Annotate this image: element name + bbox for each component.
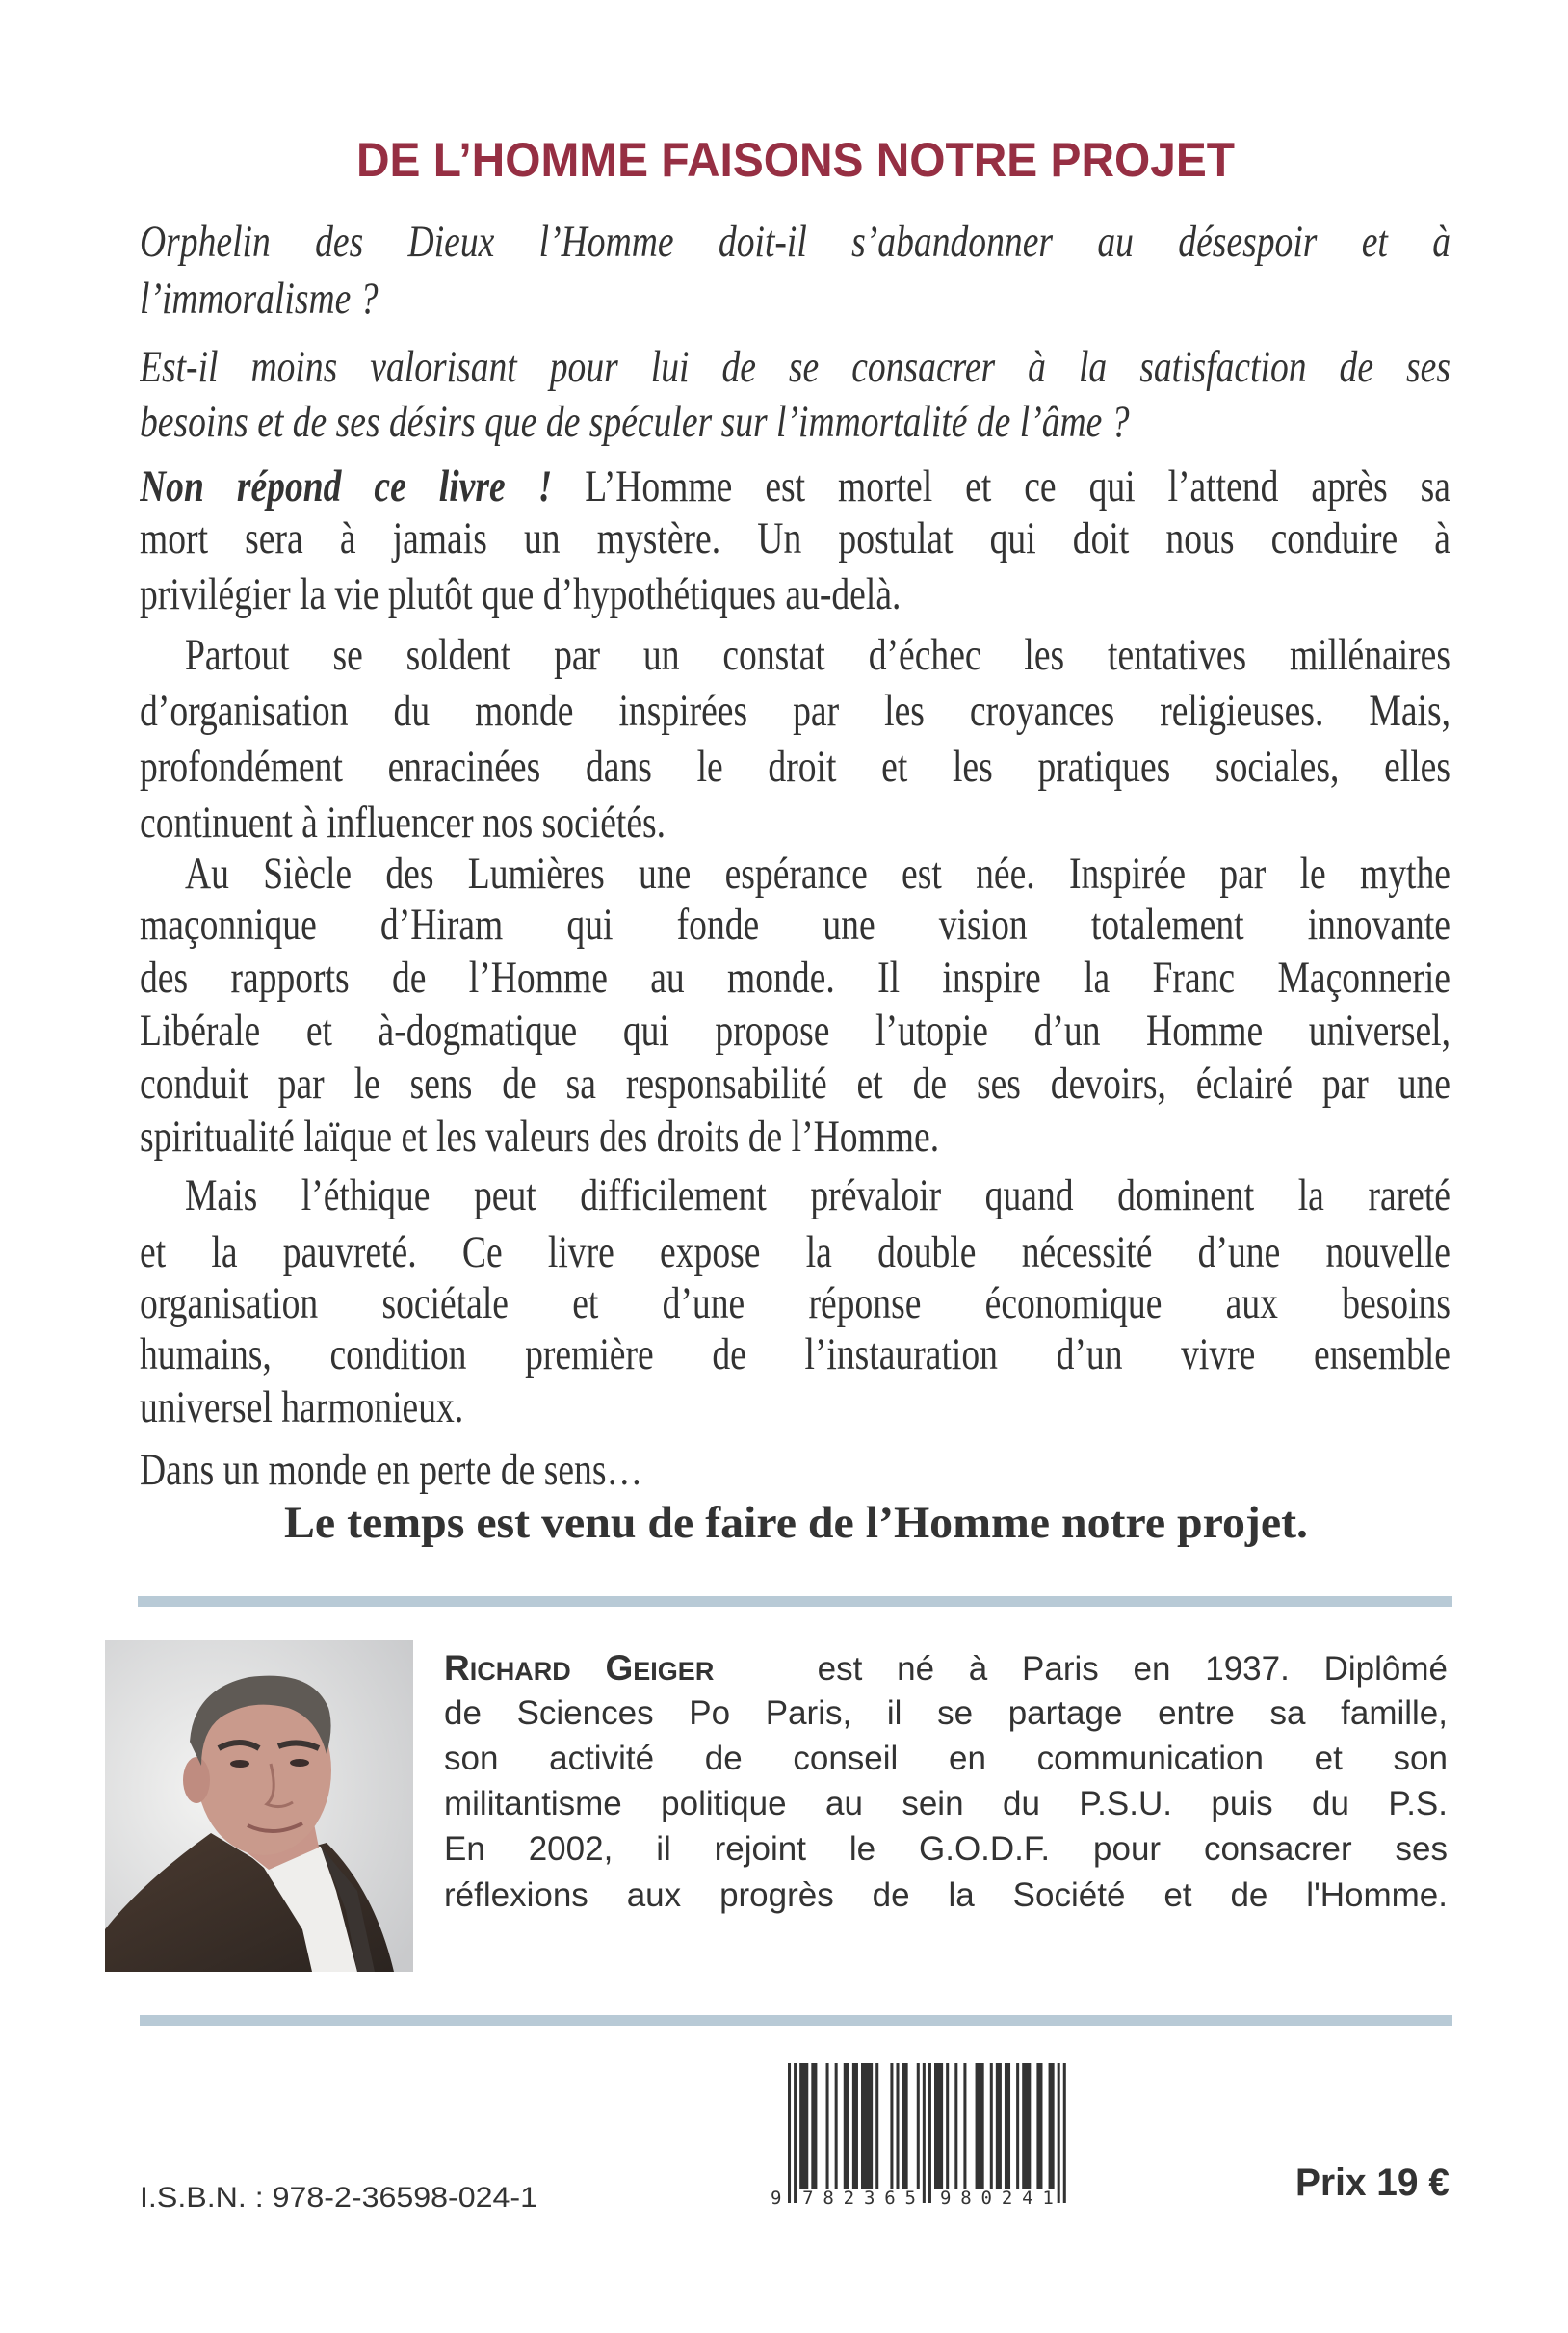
barcode-bar xyxy=(896,2063,899,2189)
barcode-guard-bar xyxy=(1058,2063,1060,2203)
isbn-text: I.S.B.N. : 978-2-36598-024-1 xyxy=(140,2182,537,2214)
question-2-line-2 xyxy=(140,393,1450,451)
text-line: profondément enracinées dans le droit et les pratiques sociales, elles xyxy=(140,742,1450,792)
author-bio-line-1 xyxy=(444,1645,1448,1691)
author-bio-line-3 xyxy=(444,1736,1448,1782)
answer-line-2 xyxy=(140,510,1450,567)
barcode-digit: 3 xyxy=(863,2188,875,2209)
author-surname-rest: EIGER xyxy=(633,1657,715,1686)
barcode-bar xyxy=(934,2063,943,2189)
barcode-digit: 9 xyxy=(771,2188,782,2209)
barcode-bar xyxy=(946,2063,949,2189)
barcode-guard-bar xyxy=(794,2063,797,2203)
answer-line-3 xyxy=(140,565,1450,623)
barcode-bar xyxy=(1022,2063,1031,2189)
author-bio-line-6 xyxy=(444,1873,1448,1919)
barcode-bar xyxy=(826,2063,829,2189)
text-line: humains, condition première de l’instauration d’un vivre ensemble xyxy=(140,1329,1450,1379)
price-text: Prix 19 € xyxy=(1295,2162,1450,2204)
barcode-bar xyxy=(811,2063,817,2189)
barcode-digit: 5 xyxy=(904,2188,916,2209)
paragraph-3-line-1 xyxy=(185,1166,1450,1224)
text-line: d’organisation du monde inspirées par les croyances religieuses. Mais, xyxy=(140,686,1450,736)
text-line: Partout se soldent par un constat d’échec les tentatives millénaires xyxy=(185,630,1450,680)
barcode-bar xyxy=(917,2063,920,2189)
paragraph-2-line-5 xyxy=(140,1055,1450,1113)
barcode-bar xyxy=(954,2063,957,2189)
barcode-bar xyxy=(835,2063,838,2189)
barcode-digit: 4 xyxy=(1022,2188,1033,2209)
text-line: réflexions aux progrès de la Société et de l'Homme. xyxy=(444,1876,1448,1914)
barcode-digit: 0 xyxy=(980,2188,993,2209)
text-line: militantisme politique au sein du P.S.U. puis du P.S. xyxy=(444,1785,1448,1822)
barcode-bar xyxy=(963,2063,966,2189)
question-1-line-1 xyxy=(140,213,1450,271)
barcode-bar xyxy=(875,2063,878,2189)
text-line: continuent à influencer nos sociétés. xyxy=(140,798,666,848)
barcode-digit: 7 xyxy=(802,2188,814,2209)
paragraph-3-line-4 xyxy=(140,1325,1450,1383)
barcode-bar xyxy=(1016,2063,1019,2189)
text-line: organisation sociétale et d’une réponse économique aux besoins xyxy=(140,1278,1450,1328)
barcode-digit: 8 xyxy=(823,2188,834,2209)
text-line: spiritualité laïque et les valeurs des droits de l’Homme. xyxy=(140,1112,940,1162)
author-photo xyxy=(105,1640,413,1972)
barcode-guard-bar xyxy=(788,2063,791,2203)
isbn-barcode xyxy=(761,2058,1079,2212)
barcode-guard-bar xyxy=(928,2063,931,2203)
barcode-bar xyxy=(996,2063,1002,2189)
book-title-text: DE L’HOMME FAISONS NOTRE PROJET xyxy=(356,133,1235,187)
paragraph-1-line-2 xyxy=(140,682,1450,740)
divider-bottom xyxy=(140,2015,1452,2026)
book-title xyxy=(356,133,1235,187)
answer-line-1 xyxy=(140,458,1450,515)
paragraph-2-line-1 xyxy=(185,845,1450,903)
paragraph-2-line-3 xyxy=(140,949,1450,1007)
barcode-digit: 9 xyxy=(940,2188,952,2209)
bio-text: est né à Paris en 1937. Diplômé xyxy=(817,1650,1448,1688)
barcode-bar xyxy=(1036,2063,1042,2189)
text-line: conduit par le sens de sa responsabilité et de ses devoirs, éclairé par une xyxy=(140,1059,1450,1109)
portrait-image xyxy=(105,1640,413,1972)
paragraph-3-line-3 xyxy=(140,1274,1450,1332)
text-line: Au Siècle des Lumières une espérance est née. Inspirée par le mythe xyxy=(185,849,1450,899)
answer-lead: Non répond ce livre ! xyxy=(140,461,553,511)
price xyxy=(1295,2158,1454,2208)
text-line: maçonnique d’Hiram qui fonde une vision totalement innovante xyxy=(140,900,1450,950)
author-name-rest: ICHARD xyxy=(469,1657,571,1686)
text-line: mort sera à jamais un mystère. Un postulat qui doit nous conduire à xyxy=(140,513,1450,564)
barcode-bar xyxy=(990,2063,993,2189)
barcode-digit: 2 xyxy=(1001,2188,1013,2209)
divider-top xyxy=(138,1596,1452,1607)
isbn xyxy=(140,2179,537,2217)
text-line: Le temps est venu de faire de l’Homme notre projet. xyxy=(284,1498,1308,1548)
barcode-digit: 2 xyxy=(843,2188,855,2209)
question-1-line-2 xyxy=(140,270,1450,328)
answer-rest: L’Homme est mortel et ce qui l’attend après sa xyxy=(552,461,1450,511)
barcode-bar xyxy=(902,2063,908,2189)
text-line: Est-il moins valorisant pour lui de se consacrer à la satisfaction de ses xyxy=(140,342,1450,392)
barcode-bar xyxy=(861,2063,873,2189)
text-line: privilégier la vie plutôt que d’hypothétiques au-delà. xyxy=(140,569,902,619)
text-line: son activité de conseil en communication et son xyxy=(444,1740,1448,1777)
author-bio-line-4 xyxy=(444,1781,1448,1827)
paragraph-1-line-3 xyxy=(140,738,1450,796)
barcode-bar xyxy=(852,2063,858,2189)
paragraph-1-line-4 xyxy=(140,794,1450,852)
question-2-line-1 xyxy=(140,338,1450,396)
tagline xyxy=(284,1494,1308,1552)
barcode-bar xyxy=(890,2063,893,2189)
text-line: Orphelin des Dieux l’Homme doit-il s’abandonner au désespoir et à xyxy=(140,217,1450,267)
text-line: Dans un monde en perte de sens… xyxy=(140,1445,643,1495)
author-name xyxy=(444,1650,714,1688)
text-line xyxy=(444,1645,1448,1691)
barcode-guard-bar xyxy=(1063,2063,1066,2203)
text-line: des rapports de l’Homme au monde. Il inspire la Franc Maçonnerie xyxy=(140,953,1450,1003)
barcode-digit: 6 xyxy=(884,2188,896,2209)
barcode-bar xyxy=(1049,2063,1055,2189)
text-line: de Sciences Po Paris, il se partage entre sa famille, xyxy=(444,1694,1448,1732)
paragraph-1-line-1 xyxy=(185,626,1450,684)
author-surname-initial: G xyxy=(605,1648,634,1688)
text-line: Mais l’éthique peut difficilement prévaloir quand dominent la rareté xyxy=(185,1170,1450,1220)
text-line: et la pauvreté. Ce livre expose la double nécessité d’une nouvelle xyxy=(140,1227,1450,1277)
barcode-bar xyxy=(799,2063,808,2189)
paragraph-2-line-6 xyxy=(140,1108,1450,1166)
text-line: universel harmonieux. xyxy=(140,1382,464,1432)
text-line: En 2002, il rejoint le G.O.D.F. pour consacrer ses xyxy=(444,1830,1448,1868)
author-bio-line-2 xyxy=(444,1691,1448,1737)
barcode-guard-bar xyxy=(923,2063,926,2203)
text-line: besoins et de ses désirs que de spéculer sur l’immortalité de l’âme ? xyxy=(140,397,1130,447)
author-bio-line-5 xyxy=(444,1826,1448,1873)
author-name-initial: R xyxy=(444,1648,470,1688)
text-line: Libérale et à-dogmatique qui propose l’utopie d’un Homme universel, xyxy=(140,1006,1450,1056)
paragraph-3-line-2 xyxy=(140,1223,1450,1281)
text-line: l’immoralisme ? xyxy=(140,274,379,324)
barcode-digit: 1 xyxy=(1042,2188,1054,2209)
closing-line xyxy=(140,1441,1450,1499)
paragraph-3-line-5 xyxy=(140,1378,1450,1436)
paragraph-2-line-2 xyxy=(140,896,1450,954)
barcode-digit: 8 xyxy=(960,2188,972,2209)
text-line xyxy=(140,458,1450,515)
barcode-bar xyxy=(844,2063,849,2189)
barcode-bar xyxy=(976,2063,984,2189)
barcode-bar xyxy=(1005,2063,1010,2189)
paragraph-2-line-4 xyxy=(140,1002,1450,1060)
